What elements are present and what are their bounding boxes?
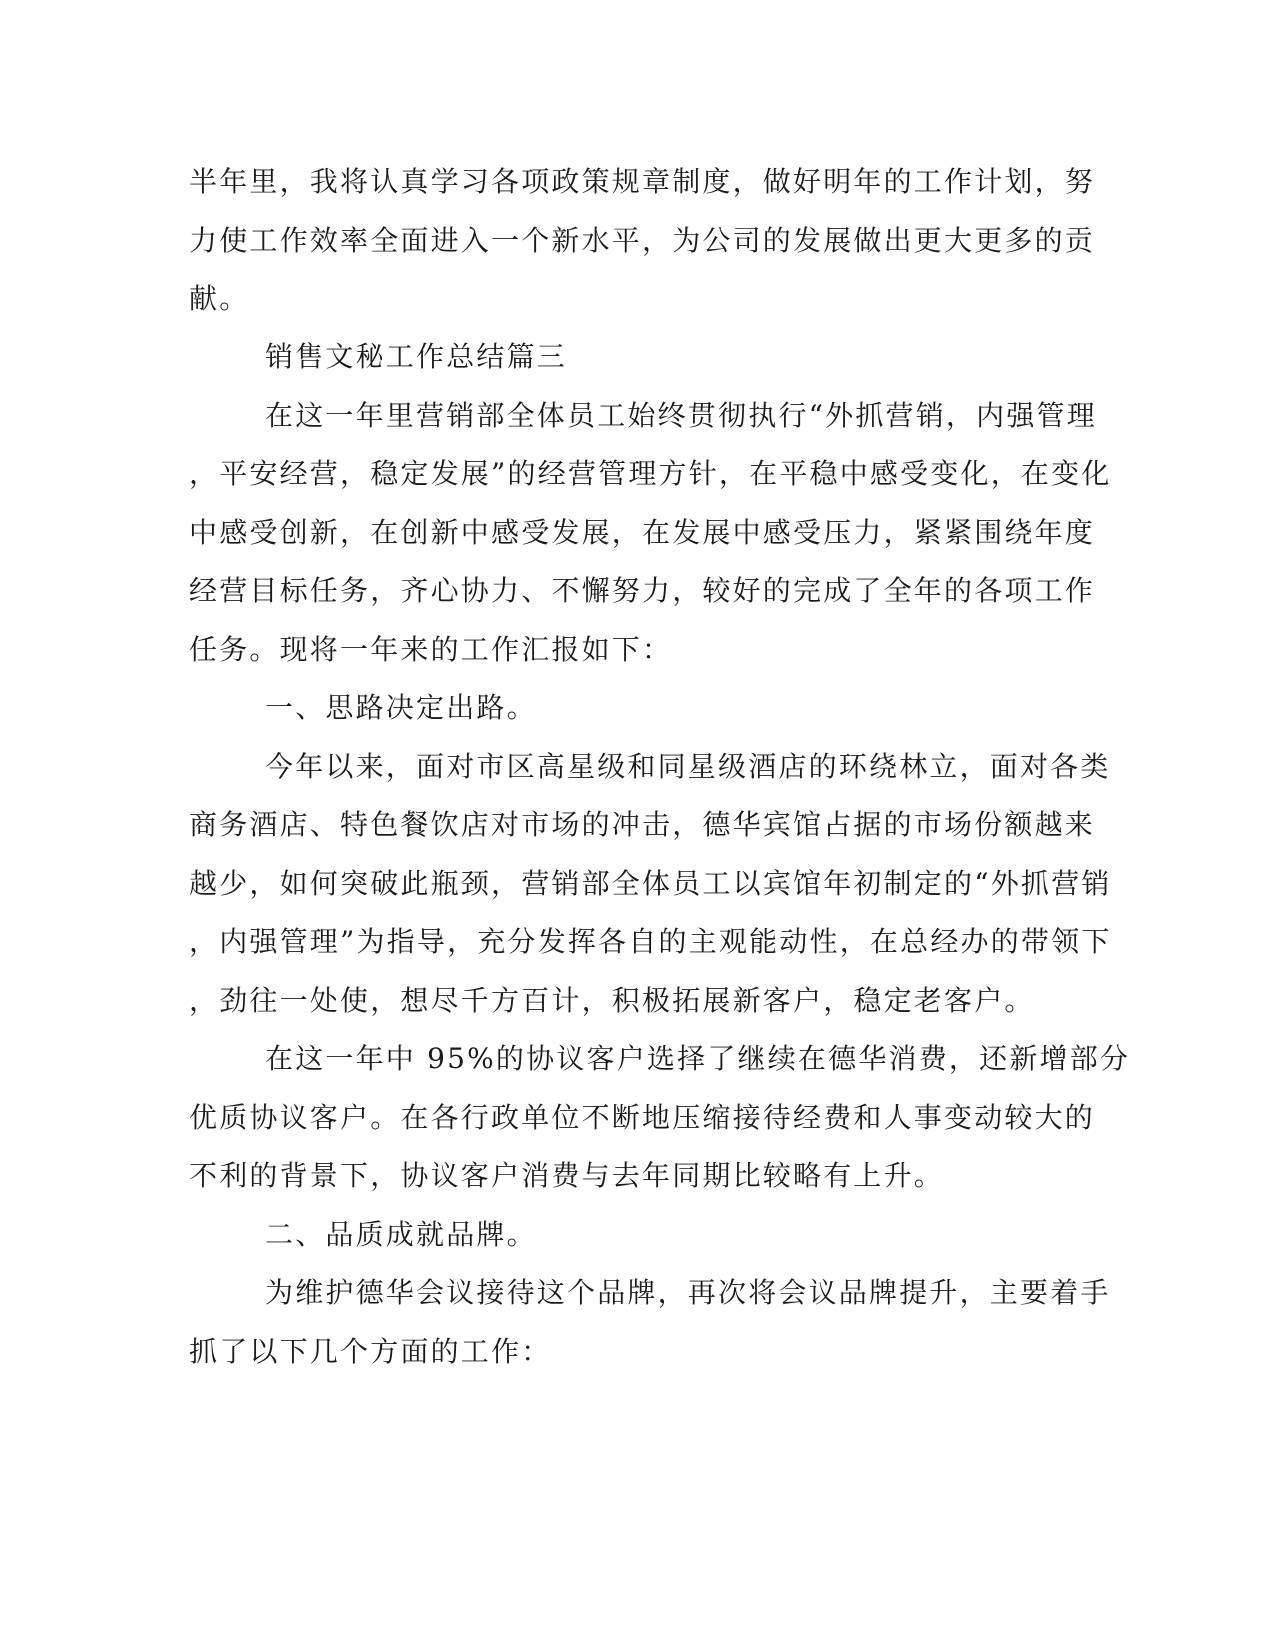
text-line: 任务。现将一年来的工作汇报如下： <box>189 633 673 666</box>
text-line: 在这一年里营销部全体员工始终贯彻执行“外抓营销，内强管理 <box>265 399 1097 432</box>
text-line: 优质协议客户。在各行政单位不断地压缩接待经费和人事变动较大的 <box>189 1101 1096 1134</box>
text-line: 越少，如何突破此瓶颈，营销部全体员工以宾馆年初制定的“外抓营销 <box>189 867 1112 900</box>
text-line: ，劲往一处使，想尽千方百计，积极拓展新客户，稳定老客户。 <box>189 984 1035 1017</box>
text-line: 在这一年中 95%的协议客户选择了继续在德华消费，还新增部分 <box>265 1042 1131 1075</box>
text-line: 今年以来，面对市区高星级和同星级酒店的环绕林立，面对各类 <box>265 750 1111 783</box>
text-line: 为维护德华会议接待这个品牌，再次将会议品牌提升，主要着手 <box>265 1276 1111 1309</box>
text-line: 力使工作效率全面进入一个新水平，为公司的发展做出更大更多的贡 <box>189 224 1096 257</box>
section-heading: 销售文秘工作总结篇三 <box>265 340 568 373</box>
text-line: 抓了以下几个方面的工作： <box>189 1335 552 1368</box>
subsection-heading: 一、思路决定出路。 <box>265 691 537 724</box>
text-line: 中感受创新，在创新中感受发展，在发展中感受压力，紧紧围绕年度 <box>189 516 1096 549</box>
text-line: 商务酒店、特色餐饮店对市场的冲击，德华宾馆占据的市场份额越来 <box>189 808 1096 841</box>
text-line: ，内强管理”为指导，充分发挥各自的主观能动性，在总经办的带领下 <box>189 925 1112 958</box>
text-line: 不利的背景下，协议客户消费与去年同期比较略有上升。 <box>189 1159 945 1192</box>
text-line: 献。 <box>189 282 250 315</box>
text-line: ，平安经营，稳定发展”的经营管理方针，在平稳中感受变化，在变化 <box>189 457 1112 490</box>
text-line: 半年里，我将认真学习各项政策规章制度，做好明年的工作计划，努 <box>189 165 1096 198</box>
text-line: 经营目标任务，齐心协力、不懈努力，较好的完成了全年的各项工作 <box>189 574 1096 607</box>
subsection-heading: 二、品质成就品牌。 <box>265 1218 537 1251</box>
